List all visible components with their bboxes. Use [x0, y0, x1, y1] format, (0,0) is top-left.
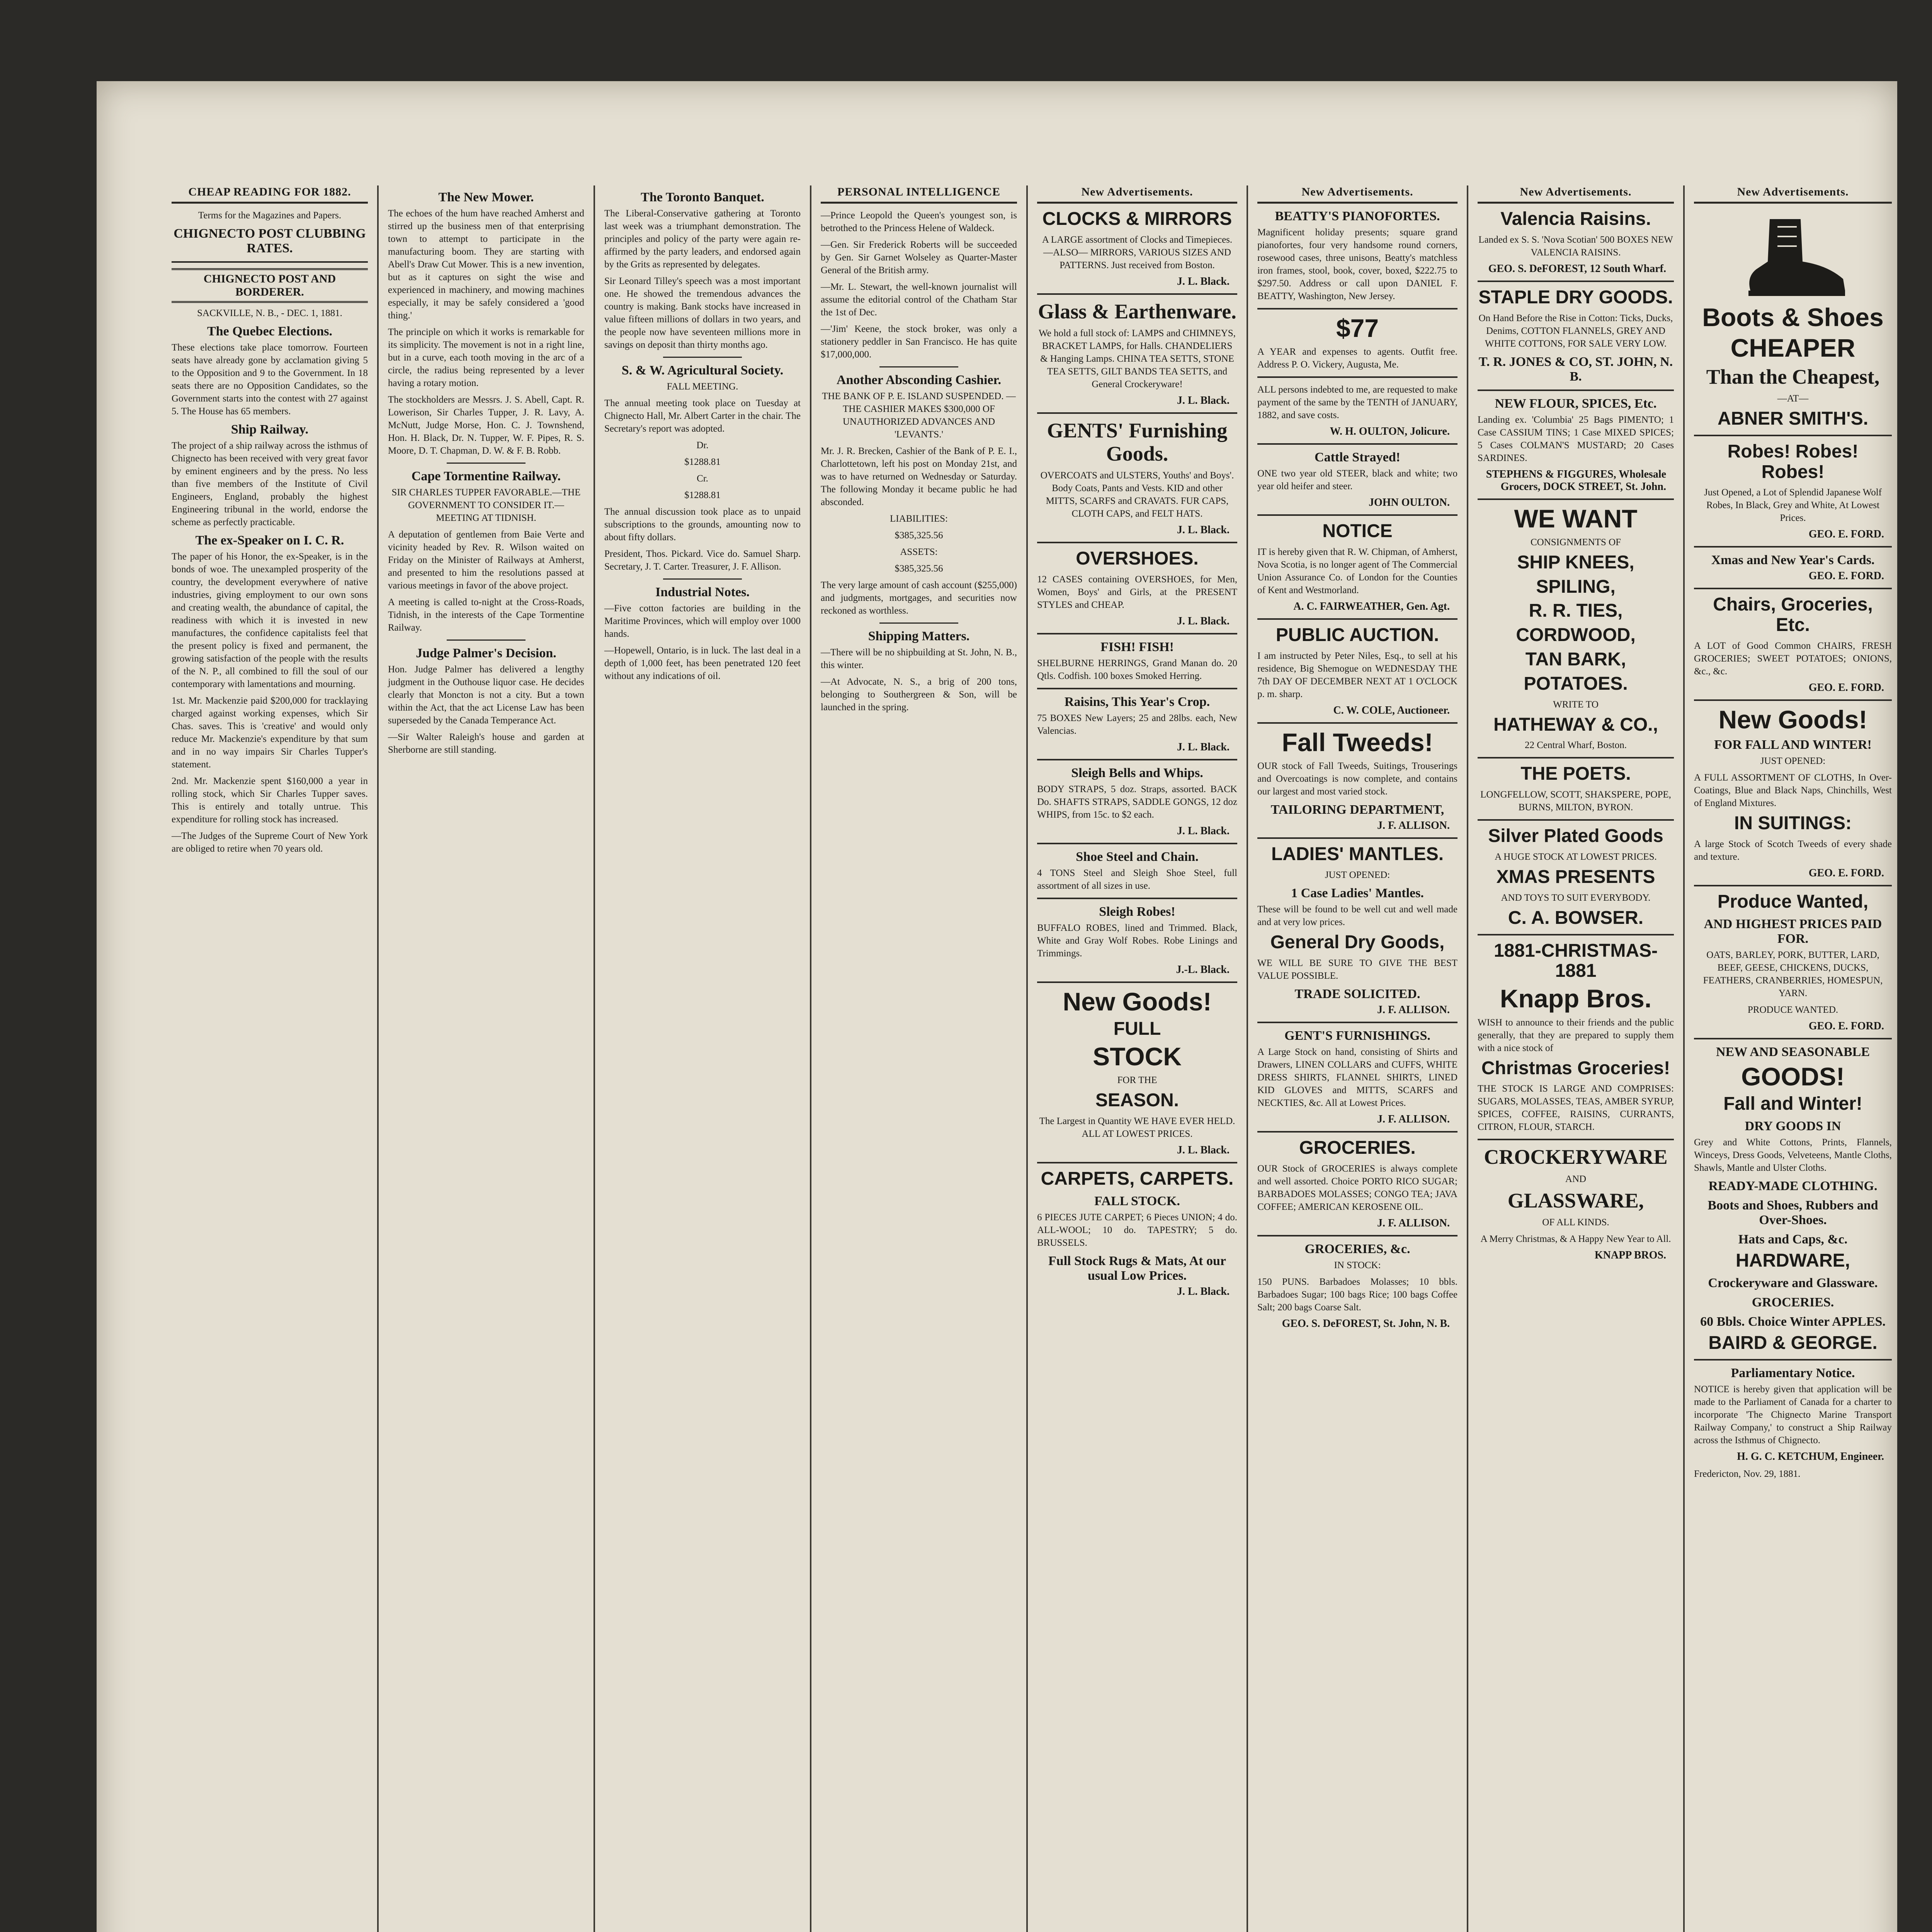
ad-title: $77 — [1336, 314, 1379, 342]
ad-text: A HUGE STOCK AT LOWEST PRICES. — [1495, 852, 1657, 862]
ad-text: AND TOYS TO SUIT EVERYBODY. — [1501, 892, 1651, 903]
ad-signature: J. L. Black. — [1177, 275, 1230, 287]
divider — [1478, 498, 1674, 500]
ad-title: Boots & Shoes — [1702, 303, 1884, 332]
ad-signature: J. L. Black. — [1177, 615, 1230, 627]
ad-than: Than the Cheapest, — [1706, 365, 1880, 388]
ad-date: Fredericton, Nov. 29, 1881. — [1694, 1468, 1801, 1479]
divider — [1257, 443, 1458, 445]
ad-title: STAPLE DRY GOODS. — [1478, 287, 1673, 308]
column-5 — [1028, 185, 1248, 1932]
ad-signature: C. A. BOWSER. — [1508, 907, 1644, 928]
ad-text: LONGFELLOW, SCOTT, SHAKSPERE, POPE, BURNS, MILTON, BYRON. — [1480, 789, 1671, 813]
ad-text: A LARGE assortment of Clocks and Timepieces. —ALSO— MIRRORS, VARIOUS SIZES AND PATTERNS. Just received from Boston. — [1042, 234, 1233, 270]
article-text: 2nd. Mr. Mackenzie spent $160,000 a year in rolling stock, which Sir Charles Tupper saves. This is entirely and totally untrue. This expenditure for rolling stock has increased. — [172, 776, 368, 825]
divider — [1478, 281, 1674, 282]
account-debit-label: Dr. — [696, 440, 709, 451]
ad-text: THE STOCK IS LARGE AND COMPRISES: SUGARS, MOLASSES, TEAS, AMBER SYRUP, SPICES, COFFEE, RAISINS, CURRANTS, CITRON, FLOUR, STARCH. — [1478, 1083, 1674, 1133]
ad-title: CLOCKS & MIRRORS — [1042, 209, 1232, 229]
divider — [1257, 514, 1458, 516]
ad-side-label: PRODUCE WANTED. — [1747, 1004, 1838, 1015]
account-total: $1288.81 — [684, 457, 721, 467]
ad-signature: J. L. Black. — [1177, 395, 1230, 407]
column-heading: PERSONAL INTELLIGENCE — [821, 185, 1017, 204]
ad-title: 1881-CHRISTMAS-1881 — [1493, 940, 1658, 981]
ad-text: I am instructed by Peter Niles, Esq., to sell at his residence, Big Shemogue on WEDNESDAY THE 7th DAY OF DECEMBER NEXT AT 1 O'CLOCK p. m. sharp. — [1257, 650, 1458, 699]
divider — [1037, 293, 1237, 295]
ad-text: 150 PUNS. Barbadoes Molasses; 10 bbls. Barbadoes Sugar; 100 bags Rice; 100 bags Coffee Salt; 200 bags Coarse Salt. — [1257, 1276, 1458, 1313]
assets-heading: ASSETS: — [900, 547, 938, 557]
ad-signature: KNAPP BROS. — [1594, 1249, 1666, 1262]
ad-text: BUFFALO ROBES, lined and Trimmed. Black, White and Gray Wolf Robes. Robe Linings and Trimmings. — [1037, 922, 1237, 959]
divider — [1037, 759, 1237, 760]
ad-title: Raisins, This Year's Crop. — [1064, 694, 1210, 709]
article-heading: The ex-Speaker on I. C. R. — [195, 533, 344, 548]
ad-opened: JUST OPENED: — [1760, 756, 1826, 767]
ad-title: Shoe Steel and Chain. — [1076, 849, 1199, 864]
article-text: —The Judges of the Supreme Court of New York are obliged to retire when 70 years old. — [172, 831, 368, 854]
ad-title: PUBLIC AUCTION. — [1276, 625, 1439, 646]
ad-signature: GEO. S. DeFOREST, St. John, N. B. — [1282, 1317, 1450, 1330]
article-text: These elections take place tomorrow. Fourteen seats have already gone by acclamation giving 5 to the Opposition and 9 to the Government. In 18 seats there are no Opposition Candidates, so the Government starts into the contest with 27 against 5. The House has 65 members. — [172, 342, 368, 417]
column-2 — [379, 185, 595, 1932]
ad-signature: GEO. S. DeFOREST, 12 South Wharf. — [1488, 262, 1666, 275]
dateline: SACKVILLE, N. B., - DEC. 1, 1881. — [197, 308, 342, 318]
article-text: —Gen. Sir Frederick Roberts will be succeeded by Gen. Sir Garnet Wolseley as Quarter-Master General of the British army. — [821, 240, 1017, 276]
ad-signature: J. L. Black. — [1177, 1285, 1230, 1298]
ad-text: OVERCOATS and ULSTERS, Youths' and Boys'. Body Coats, Pants and Vests. KID and other MITTS, SCARFS and CRAVATS. FUR CAPS, CLOTH CAPS, and FELT HATS. — [1040, 470, 1234, 519]
liabilities-total: $385,325.56 — [895, 530, 943, 541]
ad-footer: Full Stock Rugs & Mats, At our usual Low Prices. — [1048, 1253, 1226, 1283]
newspaper-columns — [162, 185, 1901, 1932]
ad-signature: GEO. E. FORD. — [1808, 1020, 1884, 1032]
divider — [447, 463, 525, 464]
divider — [1037, 843, 1237, 844]
divider — [1478, 819, 1674, 821]
ad-stock: STOCK — [1093, 1042, 1182, 1071]
column-heading: New Advertisements. — [1694, 185, 1892, 204]
article-text: Mr. J. R. Brecken, Cashier of the Bank of P. E. I., Charlottetown, left his post on Monday 21st, and was to have returned on Wednesday or Saturday. The following Monday it became public he had absconded. — [821, 446, 1017, 507]
ad-at: —AT— — [1777, 393, 1809, 404]
ad-title: Xmas and New Year's Cards. — [1711, 553, 1875, 568]
ad-ready-made: READY-MADE CLOTHING. — [1708, 1179, 1878, 1193]
ad-title: FISH! FISH! — [1100, 639, 1174, 654]
article-heading: The New Mower. — [438, 190, 534, 204]
ad-title: New Goods! — [1718, 705, 1867, 734]
ad-title: NEW AND SEASONABLE — [1716, 1044, 1870, 1059]
ad-text: Grey and White Cottons, Prints, Flannels, Winceys, Dress Goods, Velveteens, Mantle Cloths, Shawls, Mantle and Ulster Cloths. — [1694, 1137, 1892, 1173]
ad-line: CORDWOOD, — [1516, 625, 1636, 646]
ad-text: 6 PIECES JUTE CARPET; 6 Pieces UNION; 4 do. ALL-WOOL; 10 do. TAPESTRY; 5 do. BRUSSELS. — [1037, 1212, 1237, 1248]
ad-text: OATS, BARLEY, PORK, BUTTER, LARD, BEEF, GEESE, CHICKENS, DUCKS, FEATHERS, CRANBERRIES, HOMESPUN, YARN. — [1703, 949, 1883, 998]
article-text: A meeting is called to-night at the Cross-Roads, Tidnish, in the interests of the Cape Tormentine Railway. — [388, 597, 584, 633]
article-text: The annual discussion took place as to unpaid subscriptions to the grounds, amounting now to about fifty dollars. — [604, 507, 801, 543]
ad-text: WE WILL BE SURE TO GIVE THE BEST VALUE POSSIBLE. — [1257, 957, 1458, 981]
ad-subtitle: Christmas Groceries! — [1481, 1058, 1670, 1078]
ad-title: BEATTY'S PIANOFORTES. — [1275, 209, 1440, 223]
ad-title: Knapp Bros. — [1500, 984, 1652, 1013]
ad-write-to: WRITE TO — [1553, 699, 1599, 710]
article-text: The echoes of the hum have reached Amherst and stirred up the business men of that enterprising town to attempt to participate in the manufacturing boom. They are starting with Abell's Draw Cut Mower. This is a new invention, but as it captures on sight the wise and experienced in machinery, and mowing machines especially, it may be safely considered a 'good thing.' — [388, 208, 584, 321]
article-heading: The Toronto Banquet. — [641, 190, 764, 204]
rates-title: CHIGNECTO POST CLUBBING RATES. — [173, 226, 366, 255]
article-text: The principle on which it works is remarkable for its simplicity. The movement is not in a right line, but in a curve, each tooth moving in the arc of a circle, the radius being represented by a lever having a rotary motion. — [388, 327, 584, 388]
divider — [1694, 588, 1892, 589]
ad-title: Sleigh Bells and Whips. — [1071, 765, 1203, 780]
ad-line: TAN BARK, — [1525, 649, 1626, 670]
ad-signature: J. L. Black. — [1177, 825, 1230, 837]
article-text: —At Advocate, N. S., a brig of 200 tons, belonging to Southergreen & Son, will be launched in the spring. — [821, 677, 1017, 713]
divider — [172, 261, 368, 263]
ad-title: Chairs, Groceries, Etc. — [1713, 594, 1873, 636]
ad-title: Produce Wanted, — [1717, 891, 1869, 912]
divider — [1257, 1131, 1458, 1133]
divider — [879, 366, 958, 367]
ad-crockery: Crockeryware and Glassware. — [1708, 1276, 1878, 1290]
ad-subtitle: Fall and Winter! — [1723, 1094, 1862, 1114]
account-credit-label: Cr. — [697, 473, 708, 484]
liabilities-heading: LIABILITIES: — [890, 514, 948, 524]
ad-footer: A Merry Christmas, & A Happy New Year to All. — [1480, 1234, 1671, 1245]
divider — [1257, 837, 1458, 839]
article-heading: Judge Palmer's Decision. — [416, 646, 556, 660]
ad-boots: Boots and Shoes, Rubbers and Over-Shoes. — [1708, 1198, 1878, 1227]
ad-subtitle: TAILORING DEPARTMENT, — [1270, 803, 1444, 817]
ad-subtitle: FOR FALL AND WINTER! — [1714, 738, 1872, 752]
ad-text: Just Opened, a Lot of Splendid Japanese Wolf Robes, In Black, Grey and White, At Lowest Prices. — [1704, 487, 1882, 524]
ad-signature: J.-L. Black. — [1176, 963, 1230, 976]
ad-text: 4 TONS Steel and Sleigh Shoe Steel, full assortment of all sizes in use. — [1037, 867, 1237, 891]
ad-signature: J. F. ALLISON. — [1377, 1217, 1450, 1229]
ad-text: NOTICE is hereby given that application will be made to the Parliament of Canada for a charter to incorporate 'The Chignecto Marine Transport Railway Company,' to construct a Ship Railway across the Isthmus of Chignecto. — [1694, 1384, 1892, 1446]
divider — [1037, 633, 1237, 634]
column-1 — [162, 185, 379, 1932]
ad-title: THE POETS. — [1520, 764, 1631, 784]
ad-text: Landed ex S. S. 'Nova Scotian' 500 BOXES NEW VALENCIA RAISINS. — [1478, 234, 1673, 258]
ad-title: CARPETS, CARPETS. — [1041, 1168, 1234, 1189]
article-subheading: FALL MEETING. — [667, 381, 738, 392]
ad-signature: J. L. Black. — [1177, 741, 1230, 753]
ad-subtitle: JUST OPENED: — [1325, 869, 1390, 880]
divider — [1694, 1038, 1892, 1039]
ad-signature: J. F. ALLISON. — [1377, 1113, 1450, 1125]
ad-text: On Hand Before the Rise in Cotton: Ticks, Ducks, Denims, COTTON FLANNELS, GREY AND WHITE COTTONS, FOR SALE VERY LOW. — [1478, 313, 1673, 349]
ad-title: Valencia Raisins. — [1500, 209, 1651, 229]
ad-full: FULL — [1113, 1019, 1161, 1039]
article-heading: S. & W. Agricultural Society. — [621, 363, 784, 378]
article-heading: Industrial Notes. — [655, 585, 750, 599]
column-6 — [1248, 185, 1468, 1932]
article-text: The project of a ship railway across the isthmus of Chignecto has been received with very great favor by eminent engineers and by the press. No less than five members of the Institute of Civil Engineers, England, probably the highest Engineering tribunal in the world, endorse the scheme as perfectly practicable. — [172, 440, 368, 527]
ad-signature: BAIRD & GEORGE. — [1708, 1332, 1878, 1353]
divider — [1257, 1022, 1458, 1023]
ad-text: Magnificent holiday presents; square grand pianofortes, four very handsome round corners, rosewood cases, three unisons, Beatty's matchless iron frames, stool, book, cover, boxed, $222.75 to $297.50. Address or call upon DANIEL F. BEATTY, Washington, New Jersey. — [1257, 227, 1458, 301]
ad-title: WE WANT — [1514, 504, 1638, 533]
divider — [1257, 1235, 1458, 1236]
ad-line: R. R. TIES, — [1529, 600, 1623, 621]
ad-signature: GEO. E. FORD. — [1808, 681, 1884, 694]
ad-text: 12 CASES containing OVERSHOES, for Men, Women, Boys' and Girls, at the PRESENT STYLES and CHEAP. — [1037, 574, 1237, 610]
ad-signature: W. H. OULTON, Jolicure. — [1330, 425, 1450, 438]
article-heading: Another Absconding Cashier. — [836, 373, 1002, 387]
column-8 — [1685, 185, 1901, 1932]
ad-subtitle: IN STOCK: — [1334, 1260, 1381, 1270]
ad-text: The Largest in Quantity WE HAVE EVER HELD. ALL AT LOWEST PRICES. — [1039, 1116, 1235, 1139]
ad-signature: HATHEWAY & CO., — [1493, 714, 1658, 735]
ad-subtitle: OF ALL KINDS. — [1542, 1217, 1609, 1228]
article-heading: The Quebec Elections. — [207, 324, 332, 338]
ad-title: General Dry Goods, — [1270, 932, 1445, 952]
ad-and: AND — [1565, 1173, 1587, 1184]
ad-xmas: XMAS PRESENTS — [1496, 867, 1655, 888]
divider — [1037, 1162, 1237, 1163]
ad-signature: JOHN OULTON. — [1368, 497, 1450, 509]
article-text: Hon. Judge Palmer has delivered a lengthy judgment in the Outhouse liquor case. He decides clearly that Moncton is not a city. But a town within the Act, that the act License Law has been superseded by the Canada Temperance Act. — [388, 664, 584, 726]
officers-list: President, Thos. Pickard. Vice do. Samuel Sharp. Secretary, J. T. Carter. Treasurer, J. F. Allison. — [604, 549, 801, 572]
ad-text: Landing ex. 'Columbia' 25 Bags PIMENTO; 1 Case CASSIUM TINS; 1 Case MIXED SPICES; 5 Cases COLMAN'S MUSTARD; 20 Cases SARDINES. — [1478, 414, 1674, 463]
ad-title: GROCERIES. — [1299, 1137, 1416, 1158]
ad-title: New Goods! — [1063, 987, 1212, 1016]
article-text: —There will be no shipbuilding at St. John, N. B., this winter. — [821, 647, 1017, 670]
article-text: The Liberal-Conservative gathering at Toronto last week was a triumphant demonstration. The principles and policy of the party were again re-affirmed by the party leaders, and endorsed again by the Grits as represented by delegates. — [604, 208, 801, 270]
divider — [1257, 308, 1458, 310]
ad-title: Fall Tweeds! — [1282, 728, 1433, 757]
article-text: —Mr. L. Stewart, the well-known journalist will assume the editorial control of the Chatham Star the 1st of Dec. — [821, 282, 1017, 318]
ad-signature: GEO. E. FORD. — [1808, 528, 1884, 541]
article-text: A deputation of gentlemen from Baie Verte and vicinity headed by Rev. R. Wilson waited on Friday on the Minister of Railways at Amherst, and presented to him the resolutions passed at various meetings in favor of the above project. — [388, 529, 584, 591]
ad-signature: J. L. Black. — [1177, 1144, 1230, 1156]
divider — [1037, 981, 1237, 983]
article-text: —'Jim' Keene, the stock broker, was only a stationery peddler in San Francisco. He has quite $17,000,000. — [821, 324, 1017, 360]
article-text: The annual meeting took place on Tuesday at Chignecto Hall, Mr. Albert Carter in the chair. The Secretary's report was adopted. — [604, 398, 801, 434]
ad-title: GROCERIES, &c. — [1304, 1242, 1410, 1256]
divider — [1478, 389, 1674, 391]
article-subheading: SIR CHARLES TUPPER FAVORABLE.—THE GOVERNMENT TO CONSIDER IT.—MEETING AT TIDNISH. — [391, 487, 581, 523]
ad-title: Sleigh Robes! — [1099, 904, 1175, 919]
ad-signature: J. F. ALLISON. — [1377, 820, 1450, 832]
column-7 — [1468, 185, 1685, 1932]
article-text: The stockholders are Messrs. J. S. Abell, Capt. R. Lowerison, Sir Charles Tupper, J. R. Lavy, A. McNutt, Judge Morse, Hon. C. J. Townshend, Hon. H. Black, Dr. N. Tupper, W. F. Pipes, R. S. Moore, D. T. Chapman, D. W. & F. B. Robb. — [388, 395, 584, 456]
article-text: —Sir Walter Raleigh's house and garden at Sherborne are still standing. — [388, 732, 584, 755]
ad-signature: GEO. E. FORD. — [1808, 570, 1884, 582]
ad-signature: J. L. Black. — [1177, 524, 1230, 536]
ad-title: OVERSHOES. — [1076, 548, 1199, 569]
ad-signature: C. W. COLE, Auctioneer. — [1333, 704, 1450, 716]
ad-signature: ABNER SMITH'S. — [1717, 408, 1869, 429]
ad-text: IT is hereby given that R. W. Chipman, of Amherst, Nova Scotia, is no longer agent of The Commercial Union Assurance Co. of London for the Counties of Kent and Westmorland. — [1257, 547, 1458, 596]
ad-text: BODY STRAPS, 5 doz. Straps, assorted. BACK Do. SHAFTS STRAPS, SADDLE GONGS, 12 doz WHIPS, from 15c. to $2 each. — [1037, 784, 1237, 820]
article-subheading: THE BANK OF P. E. ISLAND SUSPENDED. —THE CASHIER MAKES $300,000 OF UNAUTHORIZED ADVANCES AND 'LEVANTS.' — [822, 391, 1016, 440]
divider — [1694, 885, 1892, 886]
ad-hardware: HARDWARE, — [1736, 1250, 1850, 1271]
ad-subtitle: TRADE SOLICITED. — [1294, 986, 1420, 1001]
boot-icon — [1735, 211, 1851, 300]
ad-season: SEASON. — [1095, 1090, 1179, 1111]
ad-hats: Hats and Caps, &c. — [1738, 1232, 1848, 1247]
column-heading: New Advertisements. — [1037, 185, 1237, 204]
subheading: Terms for the Magazines and Papers. — [198, 210, 342, 221]
divider — [1478, 757, 1674, 759]
article-text: —Five cotton factories are building in the Maritime Provinces, which will employ over 1000 hands. — [604, 603, 801, 639]
article-heading: Ship Railway. — [231, 422, 309, 437]
ad-subtitle: AND HIGHEST PRICES PAID FOR. — [1704, 917, 1882, 946]
divider — [663, 357, 742, 358]
ad-signature: T. R. JONES & CO, ST. JOHN, N. B. — [1478, 354, 1673, 384]
ad-title: NEW FLOUR, SPICES, Etc. — [1495, 396, 1657, 411]
divider — [1257, 722, 1458, 724]
divider — [1694, 1359, 1892, 1361]
ad-line: 1 Case Ladies' Mantles. — [1291, 886, 1424, 900]
ad-text: A LOT of Good Common CHAIRS, FRESH GROCERIES; SWEET POTATOES; ONIONS, &c., &c. — [1694, 640, 1892, 677]
ad-text: We hold a full stock of: LAMPS and CHIMNEYS, BRACKET LAMPS, for Halls. CHANDELIERS & Hanging Lamps. CHINA TEA SETTS, STONE TEA SETTS, GILT BANDS TEA SETTS, and General Crockeryware! — [1039, 328, 1236, 390]
ad-suitings: IN SUITINGS: — [1734, 813, 1852, 834]
ad-signature: H. G. C. KETCHUM, Engineer. — [1737, 1450, 1884, 1463]
ad-text: ONE two year old STEER, black and white; two year old heifer and steer. — [1257, 468, 1458, 492]
ad-cheaper: CHEAPER — [1730, 333, 1855, 362]
ad-goods: GOODS! — [1741, 1062, 1845, 1091]
ad-signature: STEPHENS & FIGGURES, Wholesale Grocers, DOCK STREET, St. John. — [1486, 468, 1666, 493]
ad-title: Cattle Strayed! — [1315, 450, 1400, 465]
ad-title: Glass & Earthenware. — [1038, 299, 1236, 323]
ad-title: Silver Plated Goods — [1488, 826, 1663, 847]
ad-text: SHELBURNE HERRINGS, Grand Manan do. 20 Qtls. Codfish. 100 boxes Smoked Herring. — [1037, 658, 1237, 681]
article-heading: Shipping Matters. — [868, 629, 970, 643]
column-heading: New Advertisements. — [1478, 185, 1674, 204]
article-text: The paper of his Honor, the ex-Speaker, is in the bonds of woe. The unexampled prosperity of the country, the development everywhere of native industries, giving employment to our own sons and creating wealth, the abundance of capital, the readiness with which it is invested in new manufactures, the confidence capitalists feel that the present policy is fixed and permanent, the growing satisfaction of the people with the results of the N. P., all combined to fill the soul of our contemporary with lamentations and mourning. — [172, 551, 368, 689]
article-text: Sir Leonard Tilley's speech was a most important one. He showed the tremendous advances the country is making. Bank stocks have increased in value fifteen millions of dollars in two years, and the people now have seventeen millions more in savings on deposit than thirty months ago. — [604, 276, 801, 350]
ad-text: These will be found to be well cut and well made and at very low prices. — [1257, 904, 1458, 927]
article-text: —Prince Leopold the Queen's youngest son, is betrothed to the Princess Helene of Waldeck. — [821, 210, 1017, 233]
ad-signature: GEO. E. FORD. — [1808, 867, 1884, 879]
divider — [1037, 898, 1237, 899]
ad-line: POTATOES. — [1524, 673, 1628, 694]
ad-text: WISH to announce to their friends and the public generally, that they are prepared to supply them with a nice stock of — [1478, 1017, 1674, 1053]
article-text: 1st. Mr. Mackenzie paid $200,000 for tracklaying charged against working expenses, which Sir Chas. saves. This is 'creative' and would only reduce Mr. Mackenzie's expenditure by that sum and in no way impairs Sir Charles Tupper's statement. — [172, 696, 368, 770]
ad-title: Parliamentary Notice. — [1731, 1366, 1855, 1380]
ad-text: OUR Stock of GROCERIES is always complete and well assorted. Choice PORTO RICO SUGAR; BARBADOES MOLASSES; CONGO TEA; JAVA COFFEE; AMERICAN KEROSENE OIL. — [1257, 1163, 1458, 1212]
divider — [879, 622, 958, 624]
divider — [1037, 412, 1237, 414]
assets-total: $385,325.56 — [895, 563, 943, 574]
ad-title: CROCKERYWARE — [1484, 1145, 1668, 1169]
ad-title: LADIES' MANTLES. — [1271, 844, 1444, 865]
ad-signature: A. C. FAIRWEATHER, Gen. Agt. — [1293, 600, 1450, 613]
ad-line: SPILING, — [1536, 576, 1616, 597]
ad-groceries: GROCERIES. — [1752, 1295, 1834, 1310]
ad-text: 75 BOXES New Layers; 25 and 28lbs. each, New Valencias. — [1037, 713, 1237, 736]
ad-text: A FULL ASSORTMENT OF CLOTHS, In Over-Coatings, Blue and Black Naps, Chinchills, West of England Mixtures. — [1694, 772, 1892, 809]
ad-line: SHIP KNEES, — [1517, 552, 1634, 573]
article-heading: Cape Tormentine Railway. — [411, 469, 561, 483]
divider — [1478, 1139, 1674, 1140]
ad-text: A Large Stock on hand, consisting of Shirts and Drawers, LINEN COLLARS and CUFFS, WHITE DRESS SHIRTS, FLANNEL SHIRTS, LINED KID GLOVES and MITTS, SCARFS and NECKTIES, &c. All at Lowest Prices. — [1257, 1046, 1458, 1108]
column-heading: CHEAP READING FOR 1882. — [172, 185, 368, 204]
divider — [1478, 934, 1674, 935]
ad-signature: J. F. ALLISON. — [1377, 1003, 1450, 1016]
ad-title: GENTS' Furnishing Goods. — [1047, 419, 1228, 465]
ad-address: 22 Central Wharf, Boston. — [1524, 740, 1627, 751]
ad-glassware: GLASSWARE, — [1507, 1189, 1644, 1212]
ad-dry-goods: DRY GOODS IN — [1745, 1119, 1841, 1133]
ad-apples: 60 Bbls. Choice Winter APPLES. — [1700, 1314, 1886, 1329]
ad-subtitle: FALL STOCK. — [1094, 1194, 1180, 1208]
ad-subtitle: CONSIGNMENTS OF — [1530, 537, 1621, 548]
article-text: —Hopewell, Ontario, is in luck. The last deal in a depth of 1,000 feet, has been penetrated 120 feet without any indications of oil. — [604, 645, 801, 681]
ad-title: GENT'S FURNISHINGS. — [1284, 1028, 1430, 1043]
divider — [1694, 546, 1892, 548]
account-total: $1288.81 — [684, 490, 721, 500]
column-heading: New Advertisements. — [1257, 185, 1458, 204]
ad-for-the: FOR THE — [1117, 1075, 1157, 1086]
divider — [1694, 699, 1892, 701]
article-text: The very large amount of cash account ($255,000) and judgments, mortgages, and securities now reckoned as worthless. — [821, 580, 1017, 616]
divider — [663, 578, 742, 580]
ad-text: OUR stock of Fall Tweeds, Suitings, Trouserings and Overcoatings is now complete, and contains our largest and most varied stock. — [1257, 761, 1458, 797]
divider — [1257, 618, 1458, 620]
divider — [1257, 376, 1458, 378]
ad-title: Robes! Robes! Robes! — [1727, 441, 1859, 482]
masthead: CHIGNECTO POST AND BORDERER. — [172, 268, 368, 303]
ad-text: A YEAR and expenses to agents. Outfit free. Address P. O. Vickery, Augusta, Me. — [1257, 347, 1458, 370]
divider — [1037, 688, 1237, 689]
divider — [1037, 542, 1237, 543]
ad-text: ALL persons indebted to me, are requested to make payment of the same by the TENTH of JANUARY, 1882, and save costs. — [1257, 384, 1458, 421]
divider — [1694, 435, 1892, 436]
ad-text: A large Stock of Scotch Tweeds of every shade and texture. — [1694, 839, 1892, 862]
divider — [447, 639, 525, 641]
column-3 — [595, 185, 811, 1932]
ad-title: NOTICE — [1322, 521, 1393, 542]
column-4 — [811, 185, 1028, 1932]
